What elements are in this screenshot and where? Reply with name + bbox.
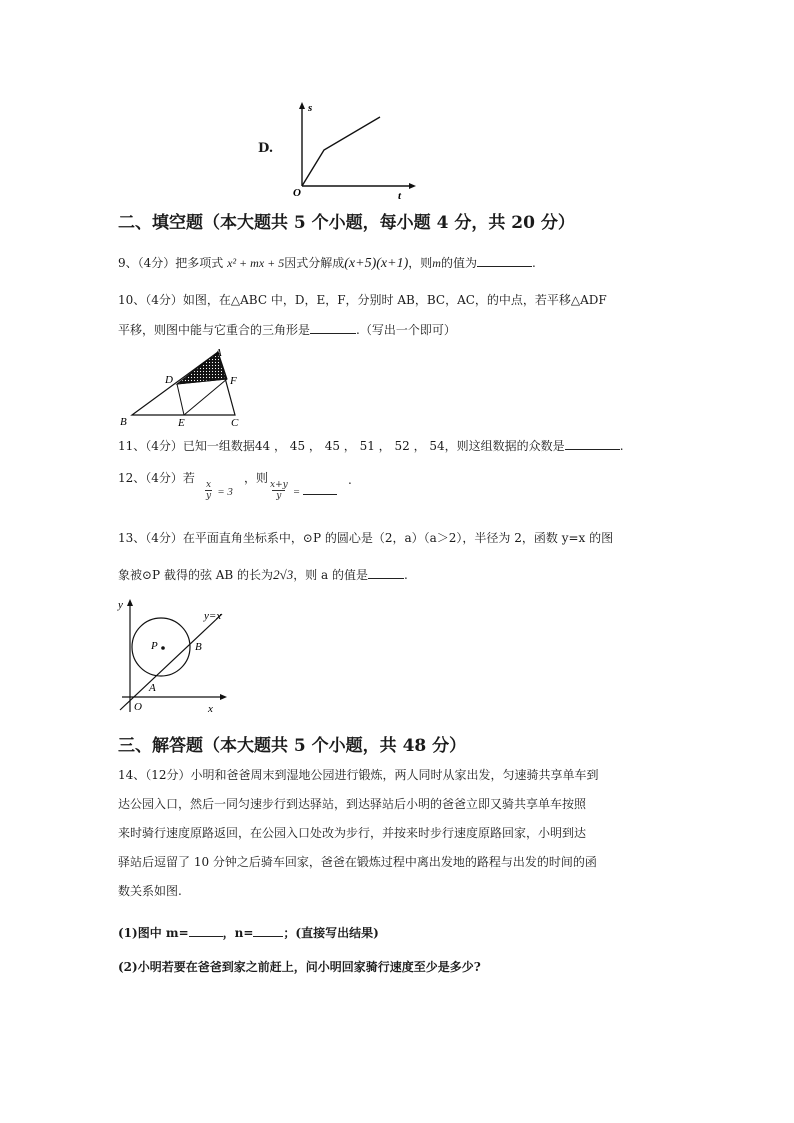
q12-frac2-num: x+y [270, 480, 288, 490]
center-p-dot [161, 646, 165, 650]
q9-text-d: 的值为 [440, 256, 477, 270]
label-E: E [178, 417, 185, 429]
q9-answer-blank [477, 254, 532, 267]
q10-answer-blank [310, 321, 356, 334]
label-B: B [195, 641, 202, 653]
q13-length: 2√3 [273, 567, 294, 582]
q14-m-blank [189, 924, 223, 937]
q12-text-b: ，则 [244, 471, 269, 485]
label-P: P [151, 640, 158, 652]
label-x: x [208, 703, 213, 715]
q12-frac2-den: y [272, 490, 285, 501]
q12-frac1-num: x [206, 480, 212, 490]
label-F: F [230, 375, 237, 387]
segment-ef [184, 379, 227, 415]
q11-text-a: 11、（4分）已知一组数据 [118, 439, 255, 453]
q11-data: 44 ， 45 ， 45 ， 51 ， 52 ， 54 [254, 439, 445, 453]
q11-text-b: ，则这组数据的众数是 [444, 439, 565, 453]
origin-label: O [293, 187, 301, 199]
graph-line [302, 117, 380, 186]
axis-s-label: s [308, 102, 313, 114]
q10-line-2 [118, 321, 456, 339]
q13-line-1: 13、（4分）在平面直角坐标系中，⊙P 的圆心是（2，a）（a＞2），半径为 2，函数 y=x 的图 [118, 531, 614, 545]
option-d-graph [290, 100, 420, 200]
q12-eq2: = [292, 486, 303, 498]
q14-line-2: 达公园入口，然后一同匀速步行到达驿站，到达驿站后小明的爸爸立即又骑共享单车按照 [118, 797, 587, 811]
q14-sub-2: (2)小明若要在爸爸到家之前赶上，问小明回家骑行速度至少是多少? [118, 960, 481, 974]
q10-text-b: .（写出一个即可） [356, 323, 456, 337]
option-d-label: D. [258, 141, 274, 156]
q14-line-3: 来时骑行速度原路返回，在公园入口处改为步行，并按来时步行速度原路回家，小明到达 [118, 826, 587, 840]
axis-t-label: t [398, 190, 402, 200]
section-3-title: 三、解答题（本大题共 5 个小题，共 48 分） [118, 736, 467, 756]
y-axis-arrow [127, 599, 133, 606]
label-line: y=x [204, 610, 222, 622]
q13-answer-blank [368, 566, 404, 579]
q12-equation-2 [270, 480, 337, 501]
q13-text-a: 象被⊙P 截得的弦 AB 的长为 [118, 568, 274, 582]
q9-text-b: 因式分解成 [284, 256, 345, 270]
q9-expression: x² + mx + 5 [227, 256, 285, 270]
q14-n-blank [253, 924, 283, 937]
q12-eq1: = 3 [217, 486, 233, 498]
q9-text-a: 把多项式 [175, 256, 224, 270]
q14-line-1: 14、（12分）小明和爸爸周末到湿地公园进行锻炼，两人同时从家出发，匀速骑共享单车到 [118, 768, 599, 782]
q10-text-a: 平移，则图中能与它重合的三角形是 [118, 323, 311, 337]
q14-sub1-a: (1)图中 m= [118, 926, 189, 940]
label-D: D [165, 374, 173, 386]
q13-end: . [404, 568, 408, 582]
y-axis-arrow [299, 102, 305, 109]
q9-text-c: ，则 [408, 256, 433, 270]
line-y-equals-x [120, 614, 222, 710]
section-2-title: 二、填空题（本大题共 5 个小题，每小题 4 分，共 20 分） [118, 213, 575, 233]
q9-number: 9、（4分） [118, 256, 176, 270]
label-C: C [231, 417, 239, 429]
q14-sub-1 [118, 924, 379, 942]
q10-line-1: 10、（4分）如图，在△ABC 中，D，E，F，分别时 AB，BC，AC，的中点，若平移△ADF [118, 293, 607, 307]
segment-de [177, 384, 184, 415]
label-A: A [215, 347, 222, 359]
label-O: O [134, 701, 142, 713]
q12-end: . [348, 473, 352, 487]
q9-factored: (x+5)(x+1) [344, 256, 409, 271]
q9-end: . [531, 256, 536, 270]
q12-text-a: 12、（4分）若 [118, 471, 195, 485]
x-axis-arrow [409, 183, 416, 189]
q14-sub1-c: ；(直接写出结果) [283, 926, 379, 940]
q13-circle-figure [116, 596, 234, 718]
label-A: A [149, 682, 156, 694]
x-axis-arrow [220, 694, 227, 700]
question-11 [118, 437, 624, 455]
label-B: B [120, 416, 127, 428]
q14-line-5: 数关系如图. [118, 884, 182, 898]
q13-line-2 [118, 566, 408, 584]
q14-sub1-b: ，n= [222, 926, 254, 940]
q11-answer-blank [565, 437, 620, 450]
question-9 [118, 254, 536, 273]
circle-p [132, 618, 190, 676]
q14-line-4: 驿站后逗留了 10 分钟之后骑车回家，爸爸在锻炼过程中离出发地的路程与出发的时间的函 [118, 855, 597, 869]
q13-text-b: ，则 a 的值是 [293, 568, 368, 582]
q11-end: . [619, 439, 624, 453]
q12-frac1-den: y [206, 491, 212, 501]
q10-triangle-figure [118, 346, 244, 430]
q12-equation-1 [205, 480, 233, 501]
q12-answer-blank [303, 486, 337, 495]
q9-variable: m [432, 256, 441, 270]
label-y: y [118, 599, 123, 611]
